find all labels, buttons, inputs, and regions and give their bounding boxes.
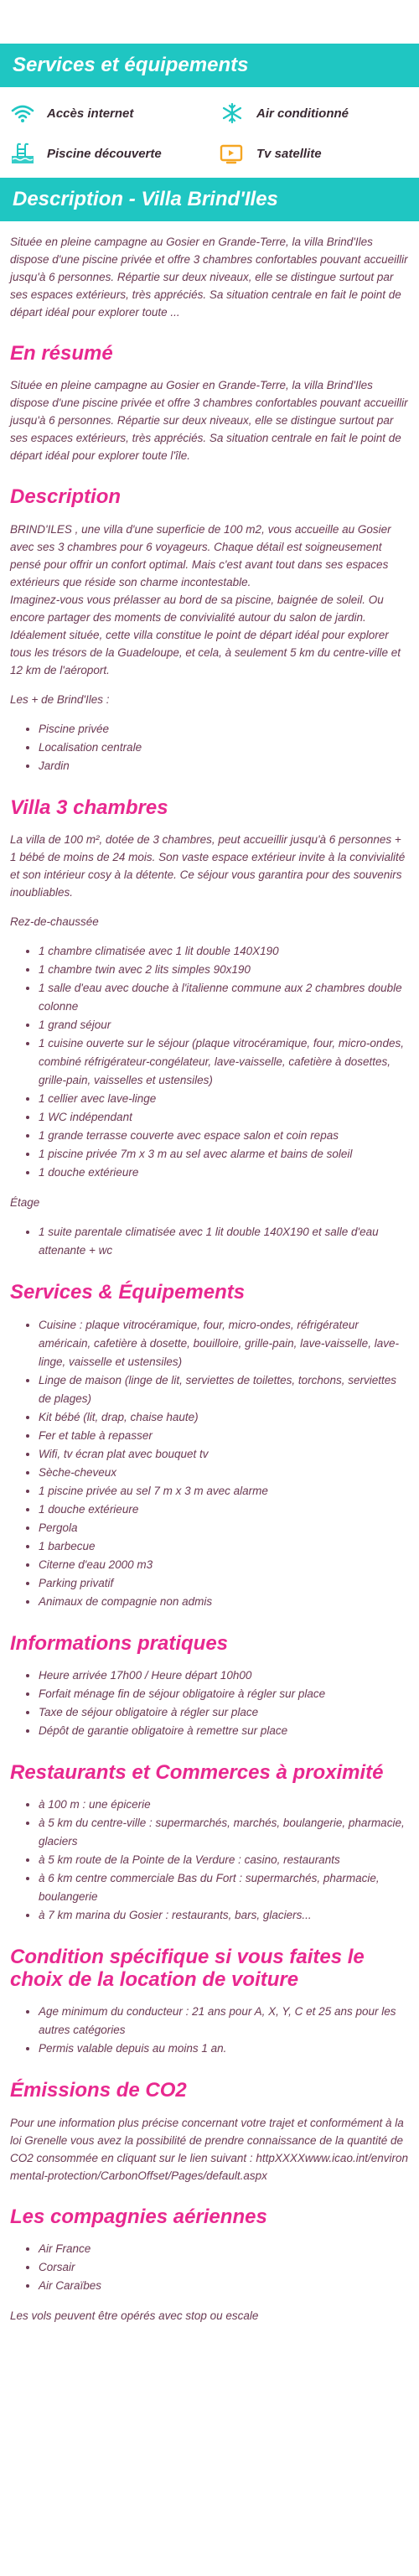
- list-item: • 1 piscine privée 7m x 3 m au sel avec alarme et bains de soleil: [39, 1145, 409, 1164]
- list-item: • à 5 km du centre-ville : supermarchés, marchés, boulangerie, pharmacie, glaciers: [39, 1814, 409, 1851]
- equipment-label: Accès internet: [47, 106, 134, 121]
- list-item: • Kit bébé (lit, drap, chaise haute): [39, 1408, 409, 1427]
- list-item: • 1 grande terrasse couverte avec espace salon et coin repas: [39, 1127, 409, 1145]
- voiture-title: Condition spécifique si vous faites le choix de la location de voiture: [10, 1946, 365, 1991]
- list-item: • Forfait ménage fin de séjour obligatoire à régler sur place: [39, 1685, 409, 1703]
- list-item: • 1 piscine privée au sel 7 m x 3 m avec alarme: [39, 1482, 409, 1501]
- pool-icon: [10, 143, 35, 164]
- list-item: • 1 cuisine ouverte sur le séjour (plaque vitrocéramique, four, micro-ondes, combiné réfrigérateur-congélateur, lave-vaisselle, cafetière à dosettes, grille-pain, vaisselles et ustensiles): [39, 1034, 409, 1090]
- commerces-title: Restaurants et Commerces à proximité: [10, 1760, 384, 1784]
- snowflake-icon: [220, 102, 245, 124]
- chambres-title: Villa 3 chambres: [10, 796, 168, 819]
- list-item: • 1 douche extérieure: [39, 1164, 409, 1182]
- list-item: • Jardin: [39, 757, 409, 775]
- list-item: • 1 cellier avec lave-linge: [39, 1090, 409, 1108]
- list-item: • Heure arrivée 17h00 / Heure départ 10h00: [39, 1666, 409, 1685]
- description-title: Description: [10, 485, 122, 509]
- list-item: • Dépôt de garantie obligatoire à remettre sur place: [39, 1722, 409, 1740]
- list-item: • 1 douche extérieure: [39, 1501, 409, 1519]
- intro-text: Située en pleine campagne au Gosier en Grande-Terre, la villa Brind'Iles dispose d'une piscine privée et offre 3 chambres confortables pouvant accueillir jusqu'à 6 personnes. Répartie sur deux niveaux, elle se distingue surtout par ses espaces extérieurs, très appréciés. Sa situation centrale en fait le point de départ idéal pour explorer toute ...: [10, 236, 408, 319]
- list-item: • Age minimum du conducteur : 21 ans pour A, X, Y, C et 25 ans pour les autres catégories: [39, 2003, 409, 2040]
- list-item: • 1 grand séjour: [39, 1016, 409, 1034]
- plus-list: [10, 720, 409, 775]
- equipment-air-conditioning: [210, 102, 419, 124]
- commerces-list: [10, 1796, 409, 1925]
- tv-icon: [220, 143, 245, 164]
- services-list: [10, 1316, 409, 1611]
- co2-text: Pour une information plus précise concernant votre trajet et conformément à la loi Grenelle vous avez la possibilité de prendre connaissance de la quantité de CO2 consommée en cliquant sur le lien suivant : httpXXXXwww.icao.int/environmental-protection/CarbonOffset/Pages/default.aspx: [10, 2116, 408, 2182]
- list-item: • 1 chambre climatisée avec 1 lit double 140X190: [39, 942, 409, 961]
- equipment-pool: [0, 143, 210, 164]
- list-item: • Corsair: [39, 2258, 409, 2277]
- equipments-banner: Services et équipements: [0, 44, 419, 87]
- list-item: • Sèche-cheveux: [39, 1464, 409, 1482]
- list-item: • 1 barbecue: [39, 1537, 409, 1556]
- list-item: • Pergola: [39, 1519, 409, 1537]
- list-item: • Piscine privée: [39, 720, 409, 739]
- page: [0, 44, 419, 2353]
- list-item: • à 7 km marina du Gosier : restaurants, bars, glaciers...: [39, 1906, 409, 1925]
- equipments-grid: [0, 87, 419, 178]
- description-paragraph: BRIND'ILES , une villa d'une superficie de 100 m2, vous accueille au Gosier avec ses 3 chambres pour 6 voyageurs. Chaque détail est soigneusement pensé pour offrir un confort optimal. Mais c'est avant tout dans ses espaces extérieurs que réside son charme incontestable. Imaginez-vous vous prélasser au bord de sa piscine, baignée de soleil. Ou encore partager des moments de convivialité autour du salon de jardin. Idéalement située, cette villa constitue le point de départ idéal pour explorer tous les trésors de la Guadeloupe, et cela, à seulement 5 km du centre-ville et 12 km de l'aéroport.: [10, 522, 401, 676]
- etage-label: Étage: [10, 1196, 40, 1210]
- list-item: • Cuisine : plaque vitrocéramique, four, micro-ondes, réfrigérateur américain, cafetière à dosette, bouilloire, grille-pain, lave-vaisselle, lave-linge, vaisselle et ustensiles): [39, 1316, 409, 1371]
- chambres-text: La villa de 100 m², dotée de 3 chambres, peut accueillir jusqu'à 6 personnes + 1 bébé de moins de 24 mois. Son vaste espace extérieur invite à la convivialité et son intérieur cosy à la détente. Ce séjour vous garantira pour des souvenirs inoubliables.: [10, 833, 406, 899]
- list-item: • Wifi, tv écran plat avec bouquet tv: [39, 1445, 409, 1464]
- infos-list: [10, 1666, 409, 1740]
- compagnies-title: Les compagnies aériennes: [10, 2205, 267, 2228]
- resume-title: En résumé: [10, 342, 113, 365]
- co2-title: Émissions de CO2: [10, 2079, 187, 2102]
- rdc-list: [10, 942, 409, 1182]
- compagnies-list: [10, 2240, 409, 2295]
- equipment-internet: [0, 102, 210, 124]
- list-item: • 1 salle d'eau avec douche à l'italienne commune aux 2 chambres double colonne: [39, 979, 409, 1016]
- equipment-label: Air conditionné: [256, 106, 349, 121]
- list-item: • Localisation centrale: [39, 739, 409, 757]
- rdc-label: Rez-de-chaussée: [10, 915, 99, 929]
- list-item: • à 5 km route de la Pointe de la Verdure : casino, restaurants: [39, 1851, 409, 1869]
- equipment-label: Piscine découverte: [47, 146, 162, 161]
- list-item: • à 6 km centre commerciale Bas du Fort : supermarchés, pharmacie, boulangerie: [39, 1869, 409, 1906]
- content: [0, 233, 419, 2325]
- voiture-list: [10, 2003, 409, 2058]
- equipment-tv: [210, 143, 419, 164]
- etage-list: [10, 1223, 409, 1260]
- list-item: • Permis valable depuis au moins 1 an.: [39, 2040, 409, 2058]
- list-item: • Parking privatif: [39, 1574, 409, 1593]
- list-item: • Citerne d'eau 2000 m3: [39, 1556, 409, 1574]
- list-item: • Animaux de compagnie non admis: [39, 1593, 409, 1611]
- services-title: Services & Équipements: [10, 1281, 246, 1304]
- list-item: • 1 suite parentale climatisée avec 1 lit double 140X190 et salle d'eau attenante + wc: [39, 1223, 409, 1260]
- list-item: • Taxe de séjour obligatoire à régler sur place: [39, 1703, 409, 1722]
- list-item: • à 100 m : une épicerie: [39, 1796, 409, 1814]
- equipment-label: Tv satellite: [256, 146, 322, 161]
- infos-title: Informations pratiques: [10, 1631, 229, 1655]
- list-item: • 1 chambre twin avec 2 lits simples 90x190: [39, 961, 409, 979]
- compagnies-note: Les vols peuvent être opérés avec stop ou escale: [10, 2309, 259, 2322]
- list-item: • Air Caraïbes: [39, 2277, 409, 2295]
- list-item: • Linge de maison (linge de lit, serviettes de toilettes, torchons, serviettes de plages): [39, 1371, 409, 1408]
- list-item: • Air France: [39, 2240, 409, 2258]
- wifi-icon: [10, 102, 35, 124]
- description-banner: Description - Villa Brind'Iles: [0, 178, 419, 221]
- plus-label: Les + de Brind'Iles :: [10, 692, 110, 706]
- list-item: • 1 WC indépendant: [39, 1108, 409, 1127]
- resume-text: Située en pleine campagne au Gosier en Grande-Terre, la villa Brind'Iles dispose d'une piscine privée et offre 3 chambres confortables pouvant accueillir jusqu'à 6 personnes. Répartie sur deux niveaux, elle se distingue surtout par ses espaces extérieurs, très appréciés. Sa situation centrale en fait le point de départ idéal pour explorer toute l'île.: [10, 379, 408, 463]
- list-item: • Fer et table à repasser: [39, 1427, 409, 1445]
